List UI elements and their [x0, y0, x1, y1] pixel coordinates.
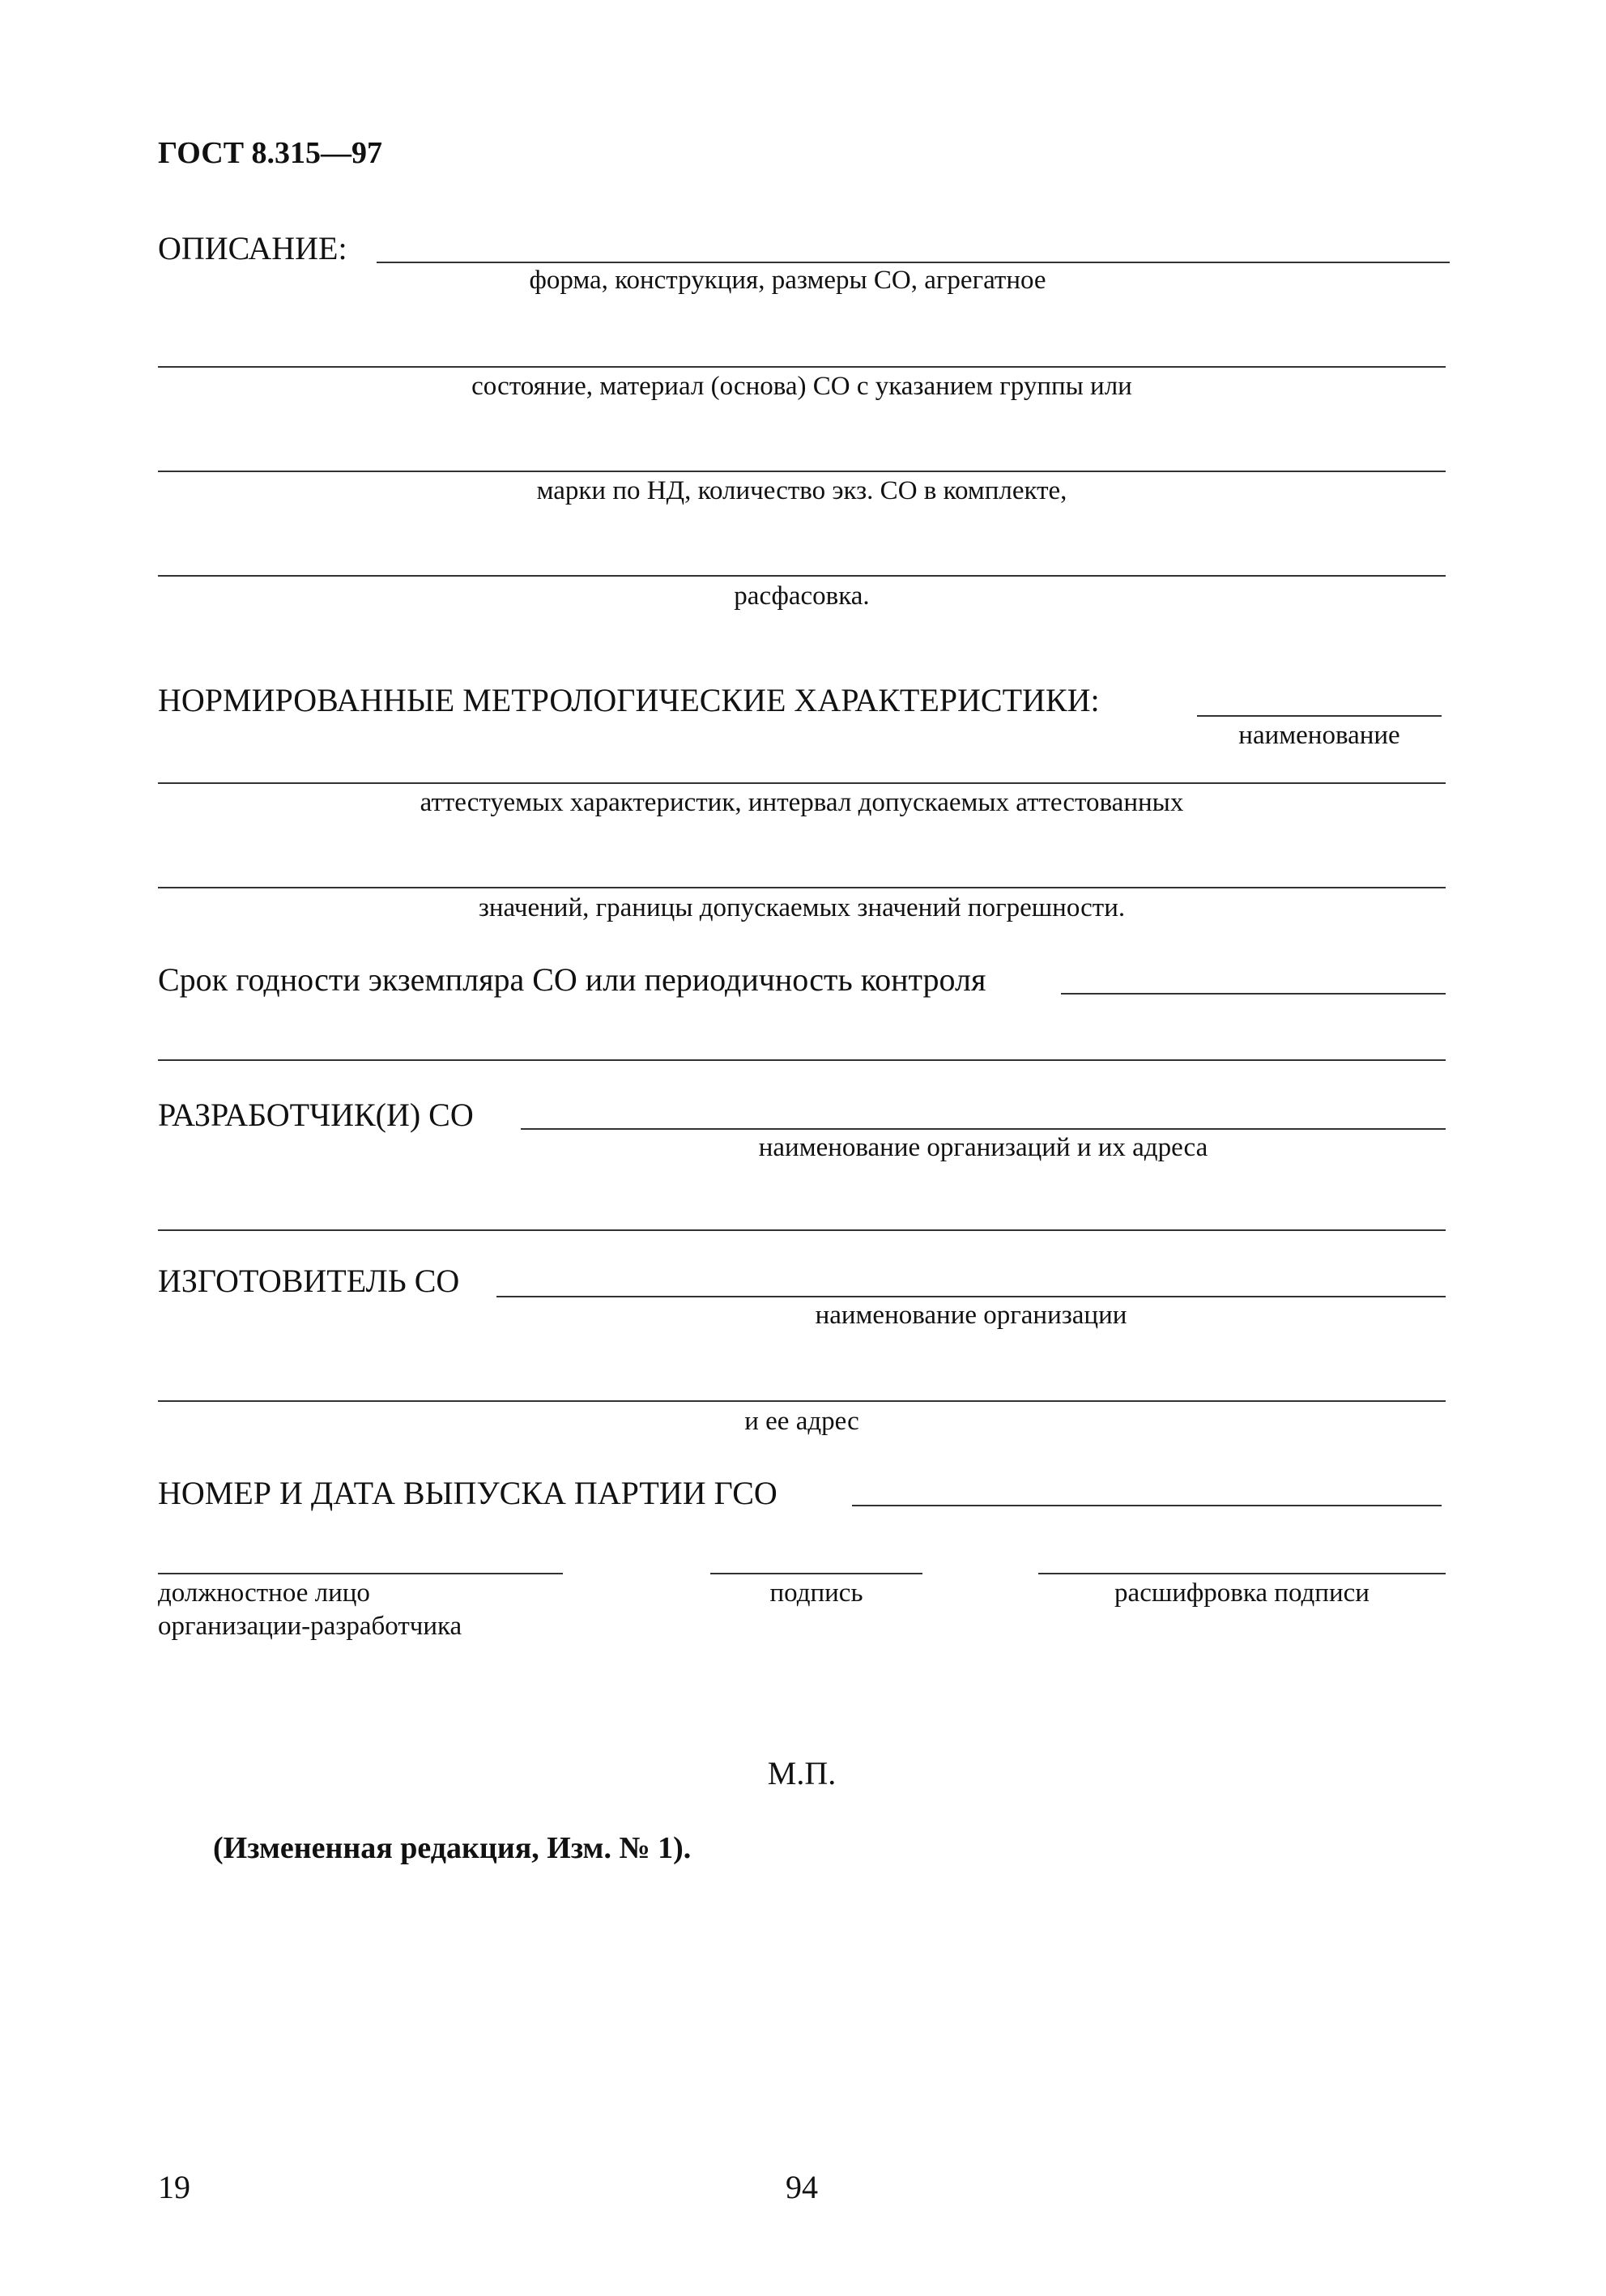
- official-signature-line[interactable]: [158, 1573, 563, 1574]
- official-caption-line-2: организации-разработчика: [158, 1612, 462, 1641]
- signature-decoding-caption: расшифровка подписи: [1114, 1578, 1370, 1608]
- manufacturer-label: ИЗГОТОВИТЕЛЬ СО: [158, 1263, 460, 1299]
- signature-decoding-line[interactable]: [1038, 1573, 1446, 1574]
- page-number-left: 19: [158, 2169, 190, 2205]
- shelf-life-label: Срок годности экземпляра СО или периодичность контроля: [158, 961, 986, 998]
- developer-field-line-2[interactable]: [158, 1229, 1446, 1231]
- description-hint-1: форма, конструкция, размеры СО, агрегатное: [529, 266, 1046, 295]
- manufacturer-field-line-1[interactable]: [496, 1296, 1446, 1297]
- metrology-hint-3: значений, границы допускаемых значений погрешности.: [478, 893, 1126, 922]
- batch-label: НОМЕР И ДАТА ВЫПУСКА ПАРТИИ ГСО: [158, 1475, 777, 1511]
- metrology-hint-2: аттестуемых характеристик, интервал допускаемых аттестованных: [420, 788, 1184, 817]
- description-hint-4: расфасовка.: [734, 581, 870, 611]
- amendment-note: (Измененная редакция, Изм. № 1).: [213, 1831, 692, 1865]
- description-field-line-1[interactable]: [377, 262, 1450, 263]
- developer-label: РАЗРАБОТЧИК(И) СО: [158, 1097, 474, 1133]
- document-header: ГОСТ 8.315—97: [158, 136, 383, 170]
- signature-line[interactable]: [710, 1573, 922, 1574]
- description-field-line-2[interactable]: [158, 366, 1446, 368]
- description-field-line-4[interactable]: [158, 575, 1446, 577]
- manufacturer-hint-2: и ее адрес: [744, 1407, 859, 1436]
- metrology-field-line-1[interactable]: [1197, 715, 1442, 717]
- metrology-field-line-3[interactable]: [158, 887, 1446, 888]
- shelf-life-field-line-2[interactable]: [158, 1059, 1446, 1061]
- metrology-field-line-2[interactable]: [158, 782, 1446, 784]
- stamp-place-label: М.П.: [767, 1755, 837, 1791]
- page-number-center: 94: [786, 2169, 818, 2205]
- shelf-life-field-line-1[interactable]: [1061, 993, 1446, 995]
- batch-field-line[interactable]: [852, 1505, 1442, 1506]
- description-label: ОПИСАНИЕ:: [158, 230, 347, 266]
- manufacturer-field-line-2[interactable]: [158, 1400, 1446, 1402]
- developer-hint: наименование организаций и их адреса: [758, 1133, 1208, 1162]
- manufacturer-hint-1: наименование организации: [815, 1301, 1127, 1330]
- signature-caption: подпись: [769, 1578, 863, 1608]
- description-hint-2: состояние, материал (основа) СО с указанием группы или: [471, 372, 1132, 401]
- metrology-hint-1: наименование: [1238, 721, 1400, 750]
- official-caption-line-1: должностное лицо: [158, 1578, 370, 1608]
- metrology-label: НОРМИРОВАННЫЕ МЕТРОЛОГИЧЕСКИЕ ХАРАКТЕРИСТИКИ:: [158, 682, 1100, 718]
- description-hint-3: марки по НД, количество экз. СО в комплекте,: [536, 476, 1067, 505]
- developer-field-line-1[interactable]: [521, 1128, 1446, 1130]
- description-field-line-3[interactable]: [158, 471, 1446, 472]
